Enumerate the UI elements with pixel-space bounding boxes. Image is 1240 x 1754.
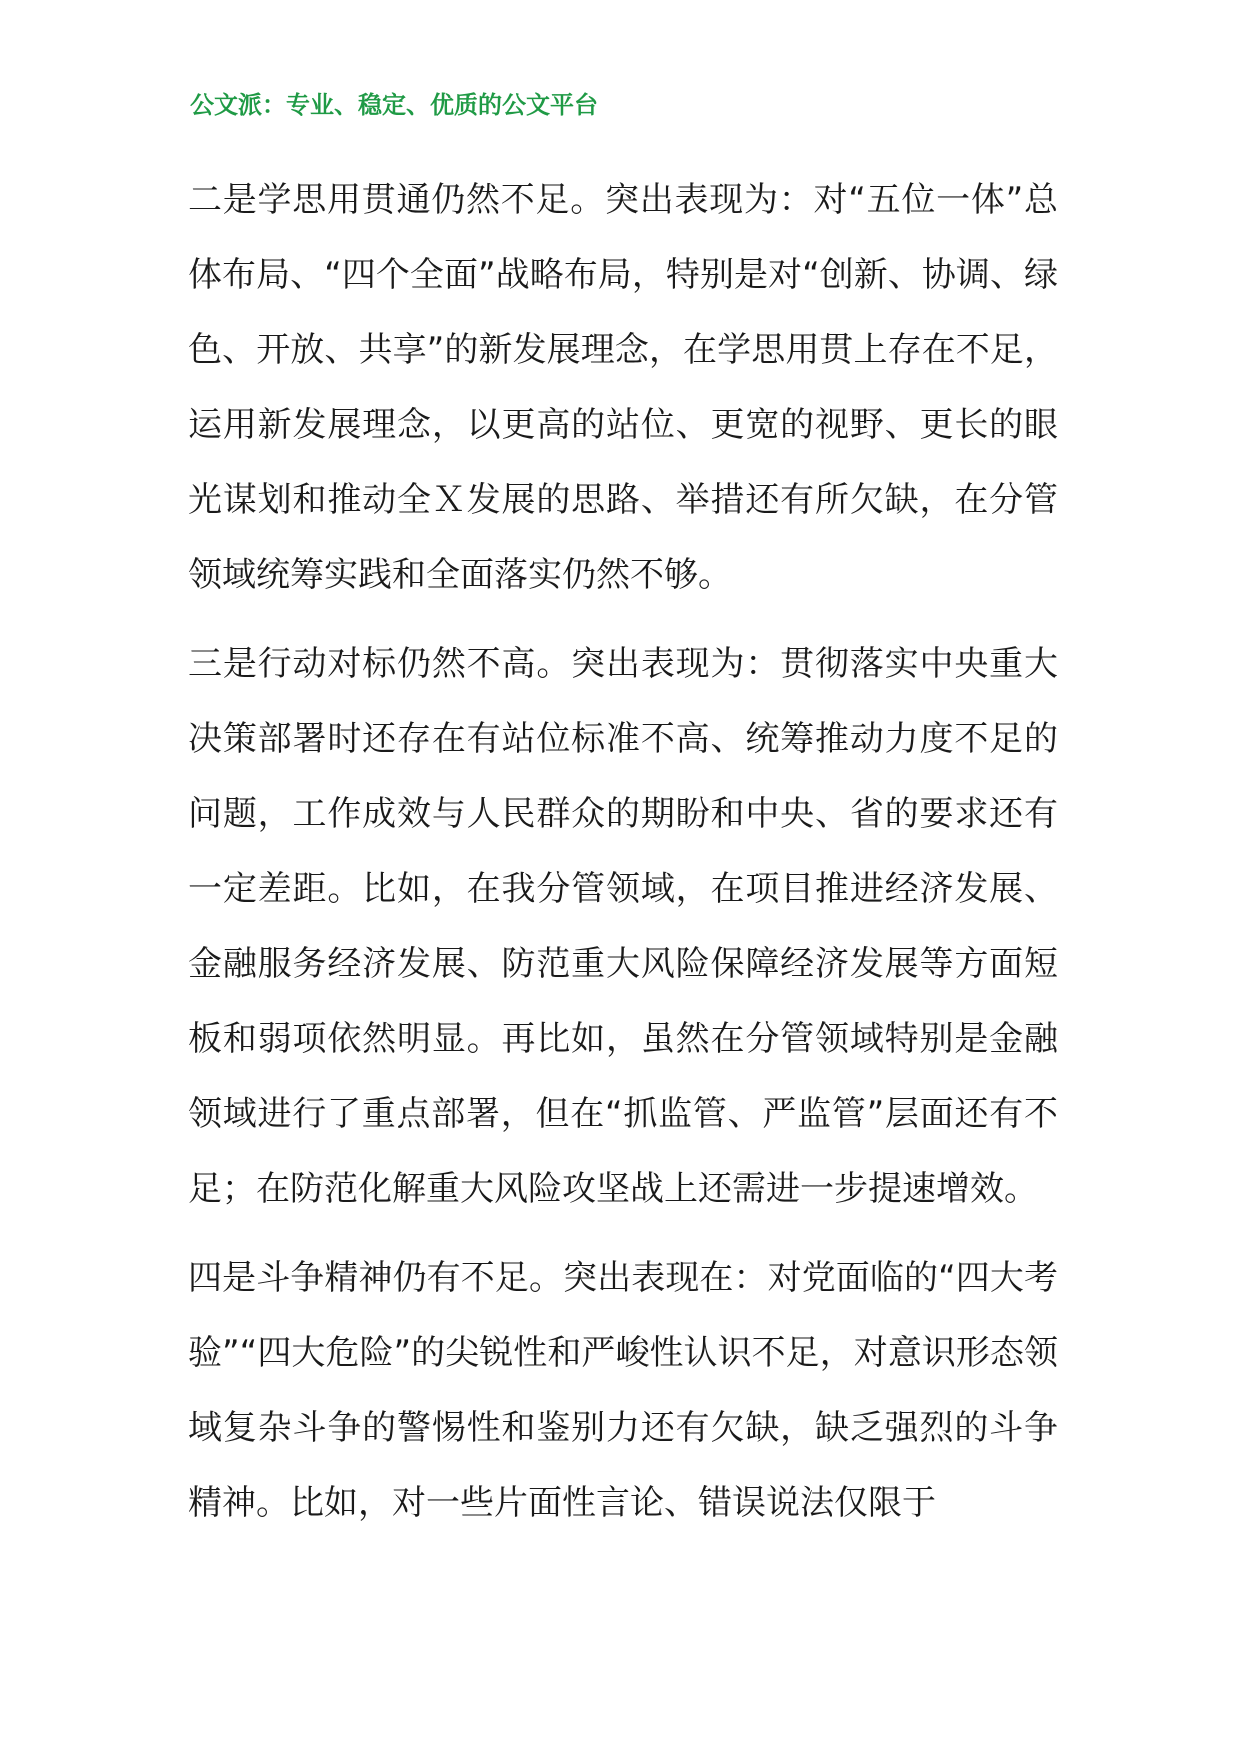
header-banner: 公文派：专业、稳定、优质的公文平台 xyxy=(190,91,598,119)
paragraph-4: 四是斗争精神仍有不足。突出表现在：对党面临的“四大考验”“四大危险”的尖锐性和严峻性认识不足，对意识形态领域复杂斗争的警惕性和鉴别力还有欠缺，缺乏强烈的斗争精神。比如，对一些片面性言论、错误说法仅限于 xyxy=(188,1258,1058,1523)
paragraph-3: 三是行动对标仍然不高。突出表现为：贯彻落实中央重大决策部署时还存在有站位标准不高、统筹推动力度不足的问题，工作成效与人民群众的期盼和中央、省的要求还有一定差距。比如，在我分管领域，在项目推进经济发展、金融服务经济发展、防范重大风险保障经济发展等方面短板和弱项依然明显。再比如，虽然在分管领域特别是金融领域进行了重点部署，但在“抓监管、严监管”层面还有不足；在防范化解重大风险攻坚战上还需进一步提速增效。 xyxy=(188,644,1058,1209)
paragraph-2: 二是学思用贯通仍然不足。突出表现为：对“五位一体”总体布局、“四个全面”战略布局，特别是对“创新、协调、绿色、开放、共享”的新发展理念，在学思用贯上存在不足，运用新发展理念，以更高的站位、更宽的视野、更长的眼光谋划和推动全Ｘ发展的思路、举措还有所欠缺，在分管领域统筹实践和全面落实仍然不够。 xyxy=(188,180,1058,595)
document-body xyxy=(188,163,1058,1541)
